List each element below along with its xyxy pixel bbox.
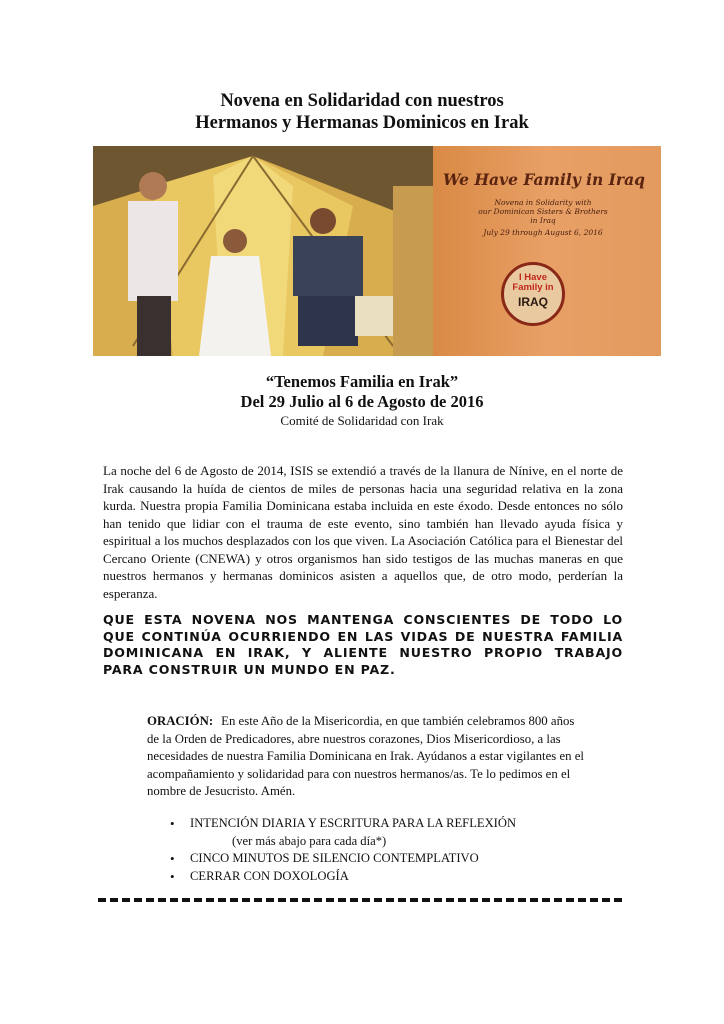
- banner-title: We Have Family in Iraq: [443, 170, 645, 189]
- list-item: [170, 815, 600, 850]
- prayer-label: ORACIÓN:: [147, 714, 214, 728]
- list-item: [170, 850, 600, 868]
- prayer-text: En este Año de la Misericordia, en que también celebramos 800 años de la Orden de Predicadores, abre nuestros corazones, Dios Misericordioso, a las necesidades de nuestra Familia Dominicana en Irak. Ayúdanos a estar vigilantes en el acompañamiento y solidaridad para con nuestros hermanos/as. Te lo pedimos en el nombre de Jesucristo. Amén.: [147, 714, 584, 798]
- call-to-action: QUE ESTA NOVENA NOS MANTENGA CONSCIENTES DE TODO LO QUE CONTINÚA OCURRIENDO EN LAS VIDAS DE NUESTRA FAMILIA DOMINICANA EN IRAK, Y ALIENTE NUESTRO PROPIO TRABAJO PARA CONSTRUIR UN MUNDO EN PAZ.: [103, 612, 623, 677]
- banner-subtitle-line-1: Novena in Solidarity with: [494, 198, 592, 207]
- intro-paragraph: La noche del 6 de Agosto de 2014, ISIS se extendió a través de la llanura de Nínive, en el norte de Irak causando la huída de cientos de miles de personas hacia una seguridad relativa en la zona kurda. Nuestra propia Familia Dominicana estaba incluida en este éxodo. Desde entonces no sólo han tenido que lidiar con el trauma de este evento, sino también han llevado ayuda física y espiritual a los muchos desplazados con los que viven. La Asociación Católica para el Bienestar del Cercano Oriente (CNEWA) y otros organismos han sido testigos de las muchas maneras en que nuestros hermanos y hermanas dominicos asisten a aquellos que, de otro modo, perderían la esperanza.: [103, 463, 623, 601]
- committee-name: Comité de Solidaridad con Irak: [280, 413, 444, 428]
- family-seal-logo: [501, 262, 565, 326]
- banner-subtitle-line-3: in Iraq: [530, 216, 556, 225]
- novena-steps-list: [170, 815, 600, 885]
- seal-text-2: Family in: [512, 282, 554, 293]
- step-3-text: CERRAR CON DOXOLOGÍA: [190, 868, 349, 883]
- step-2-text: CINCO MINUTOS DE SILENCIO CONTEMPLATIVO: [190, 851, 479, 865]
- document-title: [0, 90, 724, 134]
- list-item: [170, 868, 600, 886]
- prayer-paragraph: [147, 713, 587, 801]
- novena-subtitle: [0, 372, 724, 412]
- banner-image: [93, 146, 661, 356]
- subtitle-quote: “Tenemos Familia en Irak”: [265, 372, 459, 391]
- banner-subtitle-line-2: our Dominican Sisters & Brothers: [478, 207, 608, 216]
- dashed-divider: [98, 898, 622, 902]
- seal-text-3: IRAQ: [518, 295, 548, 309]
- title-line-2: Hermanos y Hermanas Dominicos en Irak: [195, 113, 529, 133]
- seal-text-1: I Have: [519, 272, 547, 283]
- banner-dates: July 29 through August 6, 2016: [483, 228, 603, 237]
- banner-subtitle: [445, 198, 641, 225]
- step-1-note: (ver más abajo para cada día*): [232, 833, 387, 848]
- title-line-1: Novena en Solidaridad con nuestros: [220, 91, 504, 111]
- step-1-text: INTENCIÓN DIARIA Y ESCRITURA PARA LA REFLEXIÓN: [190, 816, 517, 830]
- subtitle-dates: Del 29 Julio al 6 de Agosto de 2016: [240, 392, 484, 411]
